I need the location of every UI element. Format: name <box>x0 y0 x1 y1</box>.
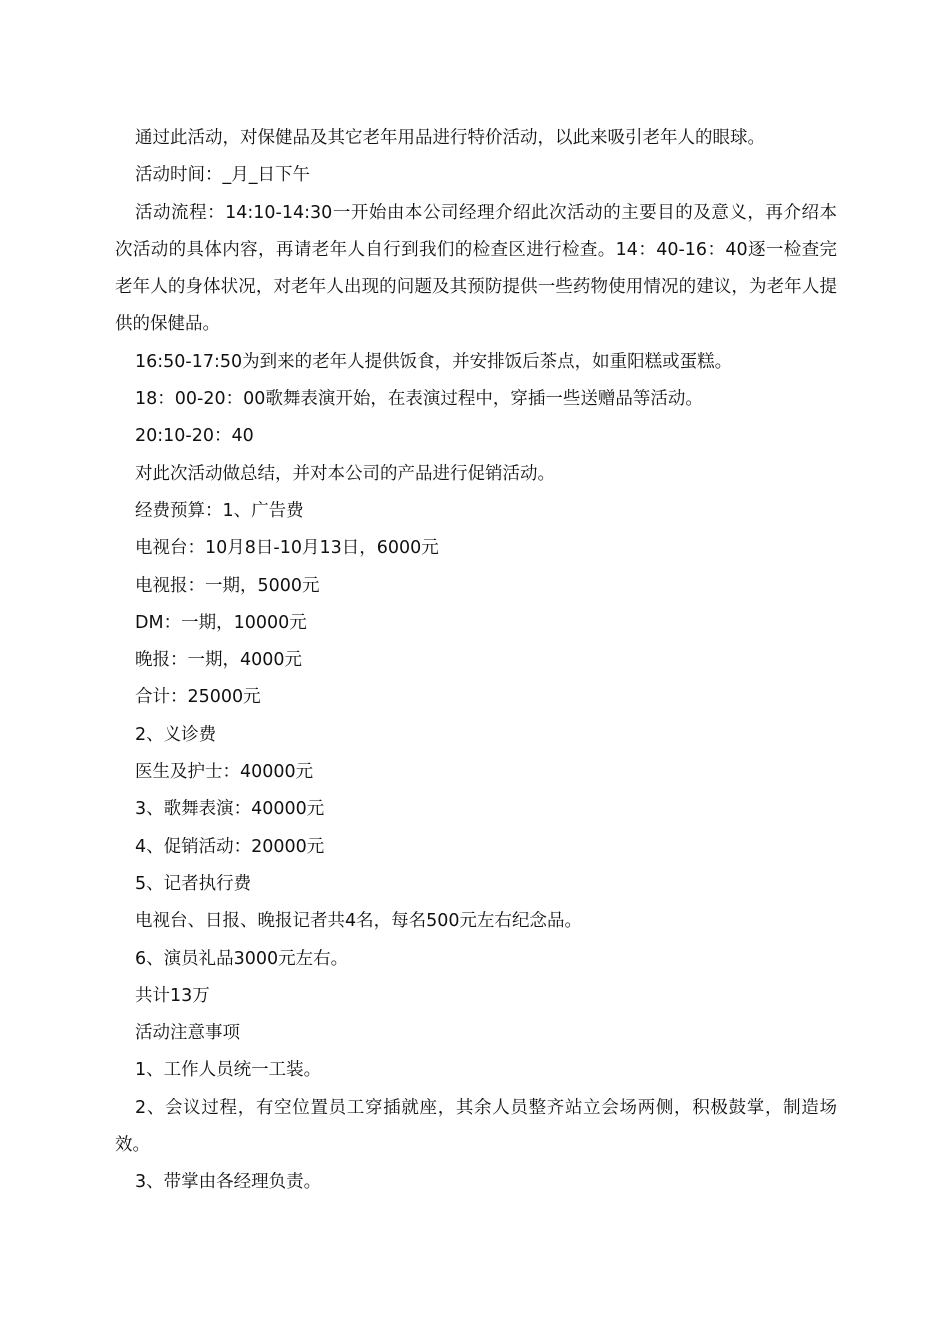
paragraph-note-3: 3、带掌由各经理负责。 <box>135 1172 322 1193</box>
paragraph-notes-heading: 活动注意事项 <box>135 1023 240 1044</box>
paragraph-activity-flow: 活动流程：14:10-14:30一开始由本公司经理介绍此次活动的主要目的及意义，再介绍本次活动的具体内容，再请老年人自行到我们的检查区进行检查。14：40-16：40逐一检查完老年人的身体状况，对老年人出现的问题及其预防提供一些药物使用情况的建议，为老年人提供的保健品。 <box>115 202 837 335</box>
paragraph-note-2: 2、会议过程，有空位置员工穿插就座，其余人员整齐站立会场两侧，积极鼓掌，制造场效。 <box>115 1097 837 1156</box>
paragraph-budget-subtotal: 合计：25000元 <box>135 687 261 708</box>
paragraph-activity-time: 活动时间：_月_日下午 <box>135 165 310 186</box>
paragraph-doctors-nurses: 医生及护士：40000元 <box>135 762 314 783</box>
paragraph-summary-time: 20:10-20：40 <box>135 426 254 447</box>
paragraph-reporter-fee: 5、记者执行费 <box>135 873 252 894</box>
paragraph-meal-time: 16:50-17:50为到来的老年人提供饭食，并安排饭后茶点，如重阳糕或蛋糕。 <box>135 351 733 372</box>
paragraph-reporter-detail: 电视台、日报、晚报记者共4名，每名500元左右纪念品。 <box>135 911 583 932</box>
paragraph-promotion-fee: 4、促销活动：20000元 <box>135 836 325 857</box>
paragraph-budget-heading: 经费预算：1、广告费 <box>135 500 304 521</box>
paragraph-note-1: 1、工作人员统一工装。 <box>135 1060 322 1081</box>
paragraph-total: 共计13万 <box>135 985 210 1006</box>
paragraph-budget-dm: DM：一期，10000元 <box>135 612 307 633</box>
paragraph-summary: 对此次活动做总结，并对本公司的产品进行促销活动。 <box>135 463 555 484</box>
paragraph-budget-tv: 电视台：10月8日-10月13日，6000元 <box>135 538 439 559</box>
paragraph-clinic-fee: 2、义诊费 <box>135 724 217 745</box>
paragraph-intro: 通过此活动，对保健品及其它老年用品进行特价活动，以此来吸引老年人的眼球。 <box>135 128 765 148</box>
paragraph-budget-tv-paper: 电视报：一期，5000元 <box>135 575 320 596</box>
paragraph-performance-time: 18：00-20：00歌舞表演开始，在表演过程中，穿插一些送赠品等活动。 <box>135 389 703 410</box>
paragraph-actor-gifts: 6、演员礼品3000元左右。 <box>135 948 349 969</box>
paragraph-budget-evening-paper: 晚报：一期，4000元 <box>135 650 303 671</box>
paragraph-performance-fee: 3、歌舞表演：40000元 <box>135 799 325 820</box>
document-body <box>115 120 837 1202</box>
